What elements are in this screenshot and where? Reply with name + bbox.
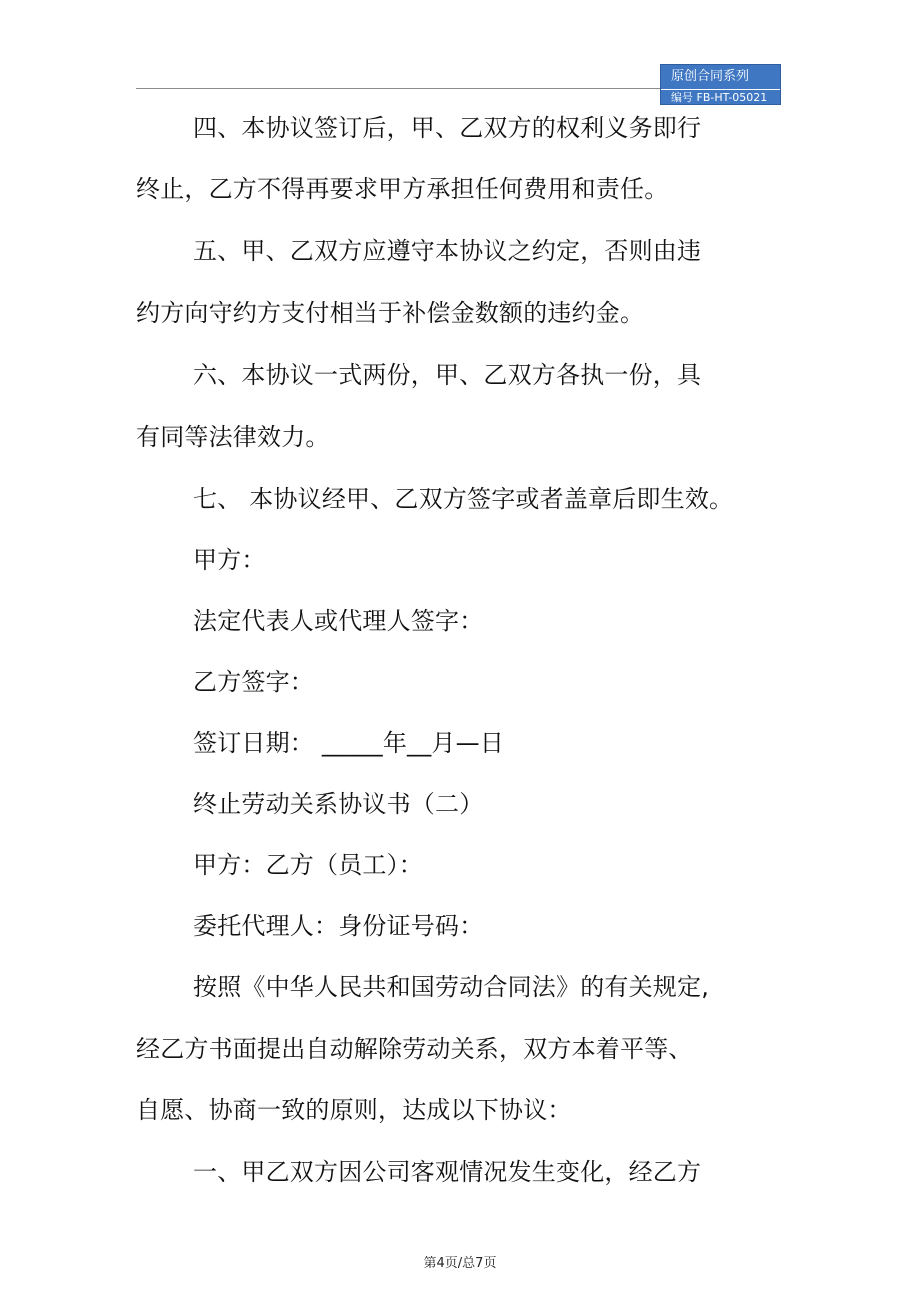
- representative-signature-label: 法定代表人或代理人签字：: [193, 607, 484, 635]
- series-badge: [660, 64, 781, 105]
- preamble-line-2: 经乙方书面提出自动解除劳动关系，双方本着平等、: [136, 1035, 693, 1063]
- parties-line: 甲方：乙方（员工）：: [193, 851, 423, 879]
- signing-date-label: 签订日期： _____年__月—日: [193, 729, 505, 757]
- clause-6-line-1: 六、本协议一式两份，甲、乙双方各执一份，具: [193, 361, 702, 389]
- section-title: 终止劳动关系协议书（二）: [193, 790, 484, 818]
- clause-4-line-1: 四、本协议签订后，甲、乙双方的权利义务即行: [193, 114, 702, 142]
- preamble-line-1: 按照《中华人民共和国劳动合同法》的有关规定,: [193, 973, 710, 1001]
- party-a-label: 甲方：: [193, 546, 266, 574]
- series-code: 编号 FB-HT-05021: [671, 91, 768, 104]
- clause-6-line-2: 有同等法律效力。: [136, 423, 330, 451]
- clause-4-line-2: 终止，乙方不得再要求甲方承担任何费用和责任。: [136, 175, 669, 203]
- page-number: 第4页/总7页: [423, 1256, 497, 1271]
- agent-id-line: 委托代理人：身份证号码：: [193, 912, 484, 940]
- preamble-line-3: 自愿、协商一致的原则，达成以下协议：: [136, 1096, 572, 1124]
- clause-1-line-1: 一、甲乙双方因公司客观情况发生变化，经乙方: [193, 1158, 702, 1186]
- party-b-signature-label: 乙方签字：: [193, 668, 314, 696]
- clause-7: 七、 本协议经甲、乙双方签字或者盖章后即生效。: [193, 485, 734, 513]
- clause-5-line-2: 约方向守约方支付相当于补偿金数额的违约金。: [136, 299, 645, 327]
- series-title: 原创合同系列: [671, 69, 750, 84]
- clause-5-line-1: 五、甲、乙双方应遵守本协议之约定，否则由违: [193, 237, 702, 265]
- badge-divider: [661, 89, 780, 90]
